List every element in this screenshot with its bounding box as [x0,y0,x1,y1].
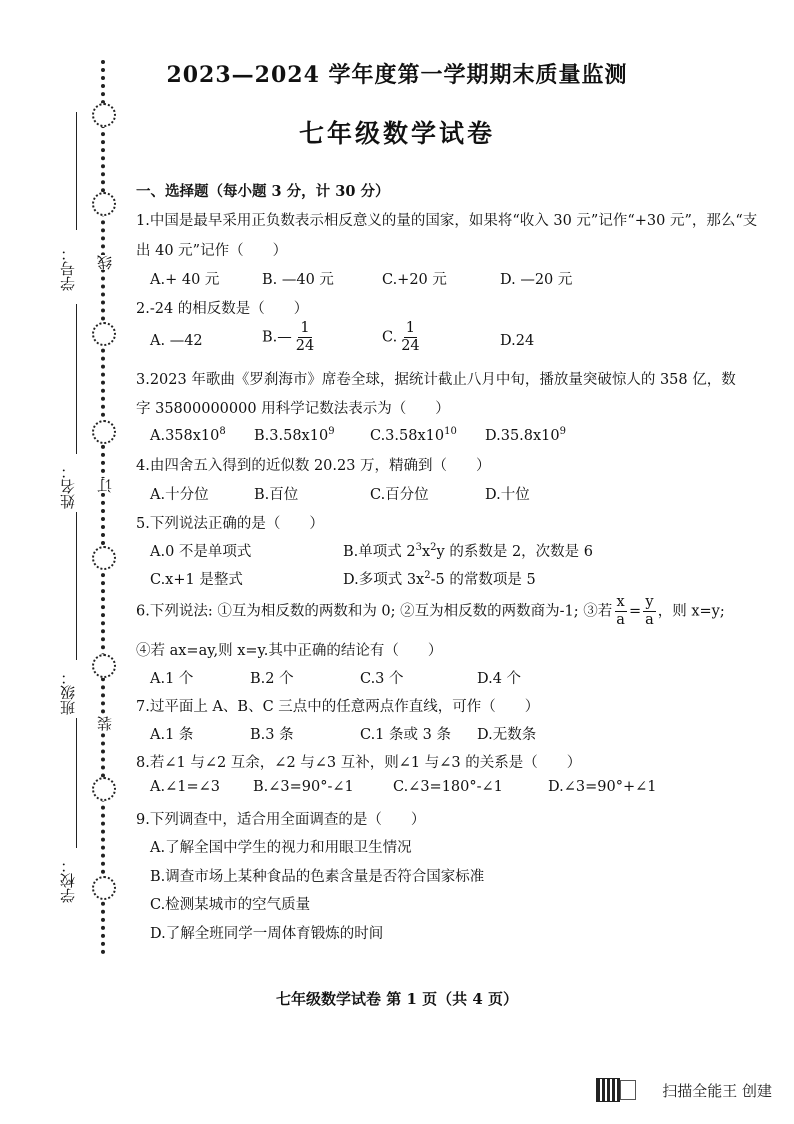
q3-line1: 3.2023 年歌曲《罗刹海市》席卷全球，据统计截止八月中旬，播放量突破惊人的 358 亿，数 [136,372,736,388]
q3-line2: 字 35800000000 用科学记数法表示为（ ） [136,401,450,417]
q9-stem: 9.下列调查中，适合用全面调查的是（ ） [136,812,426,828]
fill-line-name [76,304,77,454]
label-class: 班级： [59,670,77,715]
q7-option-d: D.无数条 [477,727,537,743]
q3-c-exponent: 10 [444,426,457,437]
q6-line1-text: 6.下列说法: ①互为相反数的两数和为 0; ②互为相反数的两数商为-1; ③若 [136,603,613,620]
binding-word-ding: 订 [96,478,114,493]
q7-stem: 7.过平面上 A、B、C 三点中的任意两点作直线，可作（ ） [136,699,540,715]
q9-option-d: D.了解全班同学一周体育锻炼的时间 [150,926,384,942]
q1-option-b: B. —40 元 [262,272,334,288]
q9-option-c: C.检测某城市的空气质量 [150,897,311,913]
q6-f1-numerator: x [616,594,625,610]
label-name: 姓名： [59,464,77,509]
q2-b-fraction [294,320,316,355]
q2-c-fraction [399,320,421,355]
section-heading: 一、选择题（每小题 3 分，计 30 分） [136,183,390,200]
q8-option-d: D.∠3=90°+∠1 [548,779,657,795]
q2-stem: 2.-24 的相反数是（ ） [136,301,309,317]
q9-option-a: A.了解全国中学生的视力和用眼卫生情况 [150,840,412,856]
q4-option-a: A.十分位 [150,487,209,503]
q3-option-a [150,426,226,444]
q5-b-sup1: 3 [415,542,422,554]
binding-hole [92,192,116,216]
q6-f2-denominator: a [645,612,654,628]
q1-option-c: C.+20 元 [382,272,447,288]
exam-subtitle: 七年级数学试卷 [298,119,495,148]
q2-option-b [262,320,318,355]
q9-option-b: B.调查市场上某种食品的色素含量是否符合国家标准 [150,869,485,885]
q7-option-a: A.1 条 [150,727,194,743]
q2-c-prefix: C. [382,329,398,346]
binding-word-zhuang: 装 [96,716,114,731]
q5-option-c: C.x+1 是整式 [150,572,243,588]
q6-f1-denominator: a [616,612,625,628]
q5-option-b [343,540,593,561]
q3-a-exponent: 8 [219,426,226,437]
q3-c-base: C.3.58x10 [370,427,445,444]
q8-option-c: C.∠3=180°-∠1 [393,779,503,795]
q6-fraction-x [614,594,627,629]
q5-stem: 5.下列说法正确的是（ ） [136,516,324,532]
fill-line-school [76,718,77,848]
q4-stem: 4.由四舍五入得到的近似数 20.23 万，精确到（ ） [136,458,491,474]
binding-hole [92,876,116,900]
q3-d-exponent: 9 [559,426,567,437]
q5-d-part2: -5 的常数项是 5 [430,572,536,588]
q5-option-a: A.0 不是单项式 [150,544,252,560]
q5-b-part2: x [421,544,431,560]
exam-title: 2023—2024 学年度第一学期期末质量监测 [166,62,628,88]
scanner-logo-icon [620,1080,636,1100]
q6-fraction-y [643,594,656,629]
binding-hole [92,322,116,346]
qr-code-icon [596,1078,620,1102]
q3-a-base: A.358x10 [150,427,220,444]
q5-b-part3: y 的系数是 2，次数是 6 [436,544,594,560]
q2-option-d: D.24 [500,333,535,349]
q1-line1: 1.中国是最早采用正负数表示相反意义的量的国家，如果将“收入 30 元”记作“+30 元”，那么“支 [136,213,758,229]
q3-b-base: B.3.58x10 [254,427,329,444]
q4-option-d: D.十位 [485,487,530,503]
q3-option-b [254,426,335,444]
q2-b-numerator: 1 [300,320,310,336]
q6-equals: = [628,603,642,620]
label-student-id: 学号： [59,246,77,291]
q5-option-d [343,568,536,589]
q3-option-d [485,426,566,444]
q2-option-a: A. —42 [150,333,203,349]
q2-option-c [382,320,424,355]
fill-line-class [76,512,77,660]
binding-word-xian: 线 [96,255,114,270]
q6-option-b: B.2 个 [250,671,294,687]
q6-option-d: D.4 个 [477,671,522,687]
scanner-watermark: 扫描全能王 创建 [662,1082,772,1100]
q5-b-sup2: 2 [430,542,437,554]
binding-hole [92,546,116,570]
q3-d-base: D.35.8x10 [485,427,560,444]
q2-b-denominator: 24 [295,338,315,354]
binding-hole [92,777,116,801]
page-footer: 七年级数学试卷 第 1 页（共 4 页） [276,990,518,1008]
q7-option-c: C.1 条或 3 条 [360,727,451,743]
binding-hole [92,420,116,444]
q1-option-a: A.+ 40 元 [150,272,220,288]
binding-hole [92,654,116,678]
q1-line2: 出 40 元”记作（ ） [136,243,288,259]
q8-option-b: B.∠3=90°-∠1 [253,779,354,795]
q3-b-exponent: 9 [328,426,335,437]
q6-line2: ④若 ax=ay,则 x=y.其中正确的结论有（ ） [136,643,443,659]
q2-c-denominator: 24 [401,338,420,354]
q5-d-sup: 2 [424,570,431,582]
q5-d-part1: D.多项式 3x [343,572,425,588]
q6-f2-numerator: y [645,594,654,610]
q8-stem: 8.若∠1 与∠2 互余，∠2 与∠3 互补，则∠1 与∠3 的关系是（ ） [136,755,582,771]
q4-option-c: C.百分位 [370,487,429,503]
q5-b-part1: B.单项式 2 [343,544,416,560]
q1-option-d: D. —20 元 [500,272,573,288]
q6-line1 [136,594,725,629]
q6-option-a: A.1 个 [150,671,194,687]
q6-line1-end: ，则 x=y; [657,603,725,620]
q6-option-c: C.3 个 [360,671,404,687]
q2-b-prefix: B.— [262,329,292,346]
q4-option-b: B.百位 [254,487,299,503]
q3-option-c [370,426,457,444]
q7-option-b: B.3 条 [250,727,294,743]
label-school: 学校： [59,858,77,903]
q2-c-numerator: 1 [405,320,416,336]
q8-option-a: A.∠1=∠3 [150,779,220,795]
